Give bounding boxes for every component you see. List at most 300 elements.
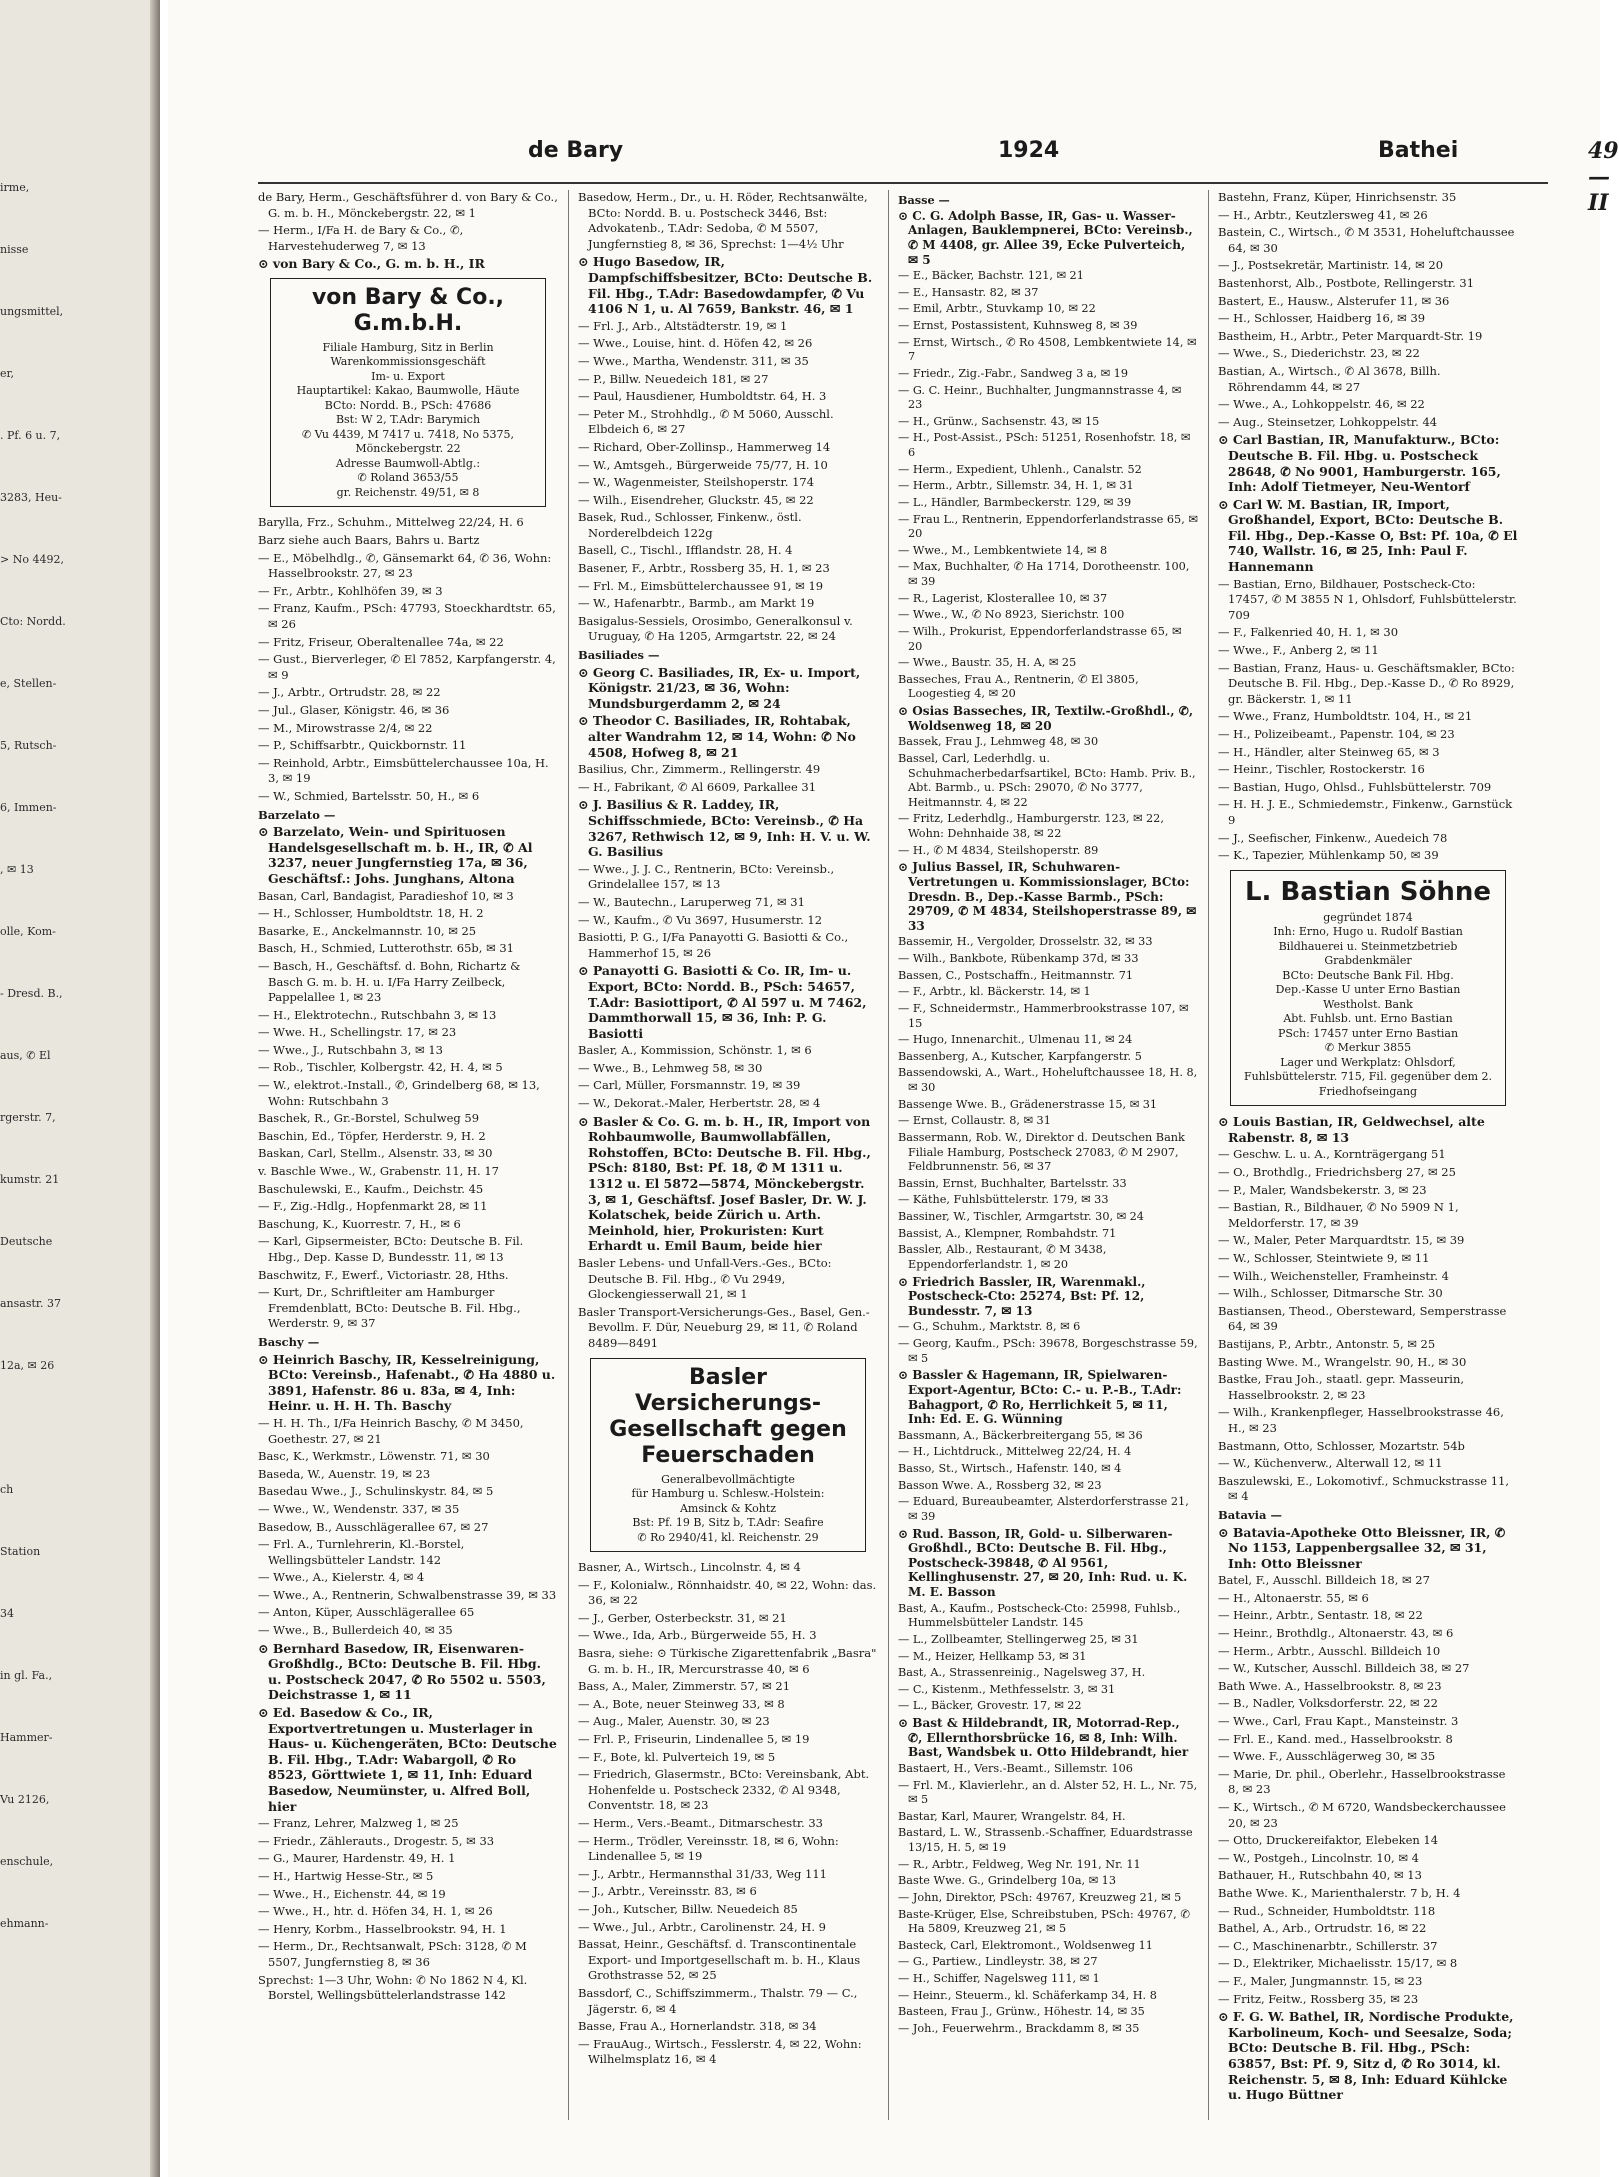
directory-entry: — W., Postgeh., Lincolnstr. 10, ✉ 4 <box>1218 1850 1419 1865</box>
directory-entry: — P., Maler, Wandsbekerstr. 3, ✉ 23 <box>1218 1182 1427 1197</box>
directory-entry: Bastiansen, Theod., Obersteward, Semperstrasse 64, ✉ 39 <box>1218 1303 1507 1334</box>
firm-entry: ⊙ von Bary & Co., G. m. b. H., IR <box>258 256 485 272</box>
advertisement-line: Lager und Werkplatz: Ohlsdorf, <box>1280 1055 1456 1069</box>
firm-entry: ⊙ Theodor C. Basiliades, IR, Rohtabak, alter Wandrahm 12, ✉ 14, Wohn: ✆ No 4508, Hofweg 8, ✉ 21 <box>578 713 856 760</box>
directory-entry: — Herm., Vers.-Beamt., Ditmarschestr. 33 <box>578 1815 823 1830</box>
directory-entry: — Wwe., Franz, Humboldtstr. 104, H., ✉ 21 <box>1218 709 1473 724</box>
directory-entry: — J., Gerber, Osterbeckstr. 31, ✉ 21 <box>578 1610 787 1625</box>
firm-entry: ⊙ Heinrich Baschy, IR, Kesselreinigung, BCto: Vereinsb., Hafenabt., ✆ Ha 4880 u. 3891, Hafenstr. 86 u. 83a, ✉ 4, Inh: Heinr. u. H. H. Th. Baschy <box>258 1351 556 1414</box>
directory-entry: — K., Tapezier, Mühlenkamp 50, ✉ 39 <box>1218 848 1439 863</box>
header-rule <box>258 182 1548 184</box>
directory-entry: Bastehn, Franz, Küper, Hinrichsenstr. 35 <box>1218 190 1457 204</box>
advertisement-line: ✆ Vu 4439, M 7417 u. 7418, No 5375, Mönckebergstr. 22 <box>301 427 515 456</box>
page-fold-shadow <box>150 0 160 2177</box>
directory-entry: Barz siehe auch Baars, Bahrs u. Bartz <box>258 533 480 548</box>
directory-entry: — K., Wirtsch., ✆ M 6720, Wandsbeckerchaussee 20, ✉ 23 <box>1218 1800 1506 1830</box>
directory-entry: — F., Zig.-Hdlg., Hopfenmarkt 28, ✉ 11 <box>258 1199 488 1214</box>
directory-entry: Bastert, E., Hausw., Alsterufer 11, ✉ 36 <box>1218 293 1450 308</box>
directory-entry: — Wilh., Bankbote, Rübenkamp 37d, ✉ 33 <box>898 952 1139 965</box>
advertisement-line: ✆ Ro 2940/41, kl. Reichenstr. 29 <box>637 1530 819 1544</box>
directory-entry: — Rob., Tischler, Kolbergstr. 42, H. 4, ✉ 5 <box>258 1060 503 1075</box>
directory-entry: — G., Partiew., Lindleystr. 38, ✉ 27 <box>898 1955 1098 1969</box>
directory-entry: — R., Lagerist, Klosterallee 10, ✉ 37 <box>898 591 1108 605</box>
directory-entry: — Basch, H., Geschäftsf. d. Bohn, Richartz & Basch G. m. b. H. u. I/Fa Harry Zeilbeck, Pappelallee 1, ✉ 23 <box>258 958 521 1005</box>
directory-entry: — W., Hafenarbtr., Barmb., am Markt 19 <box>578 596 815 611</box>
directory-entry: Basener, F., Arbtr., Rossberg 35, H. 1, ✉ 23 <box>578 561 830 576</box>
fragment-text: Vu 2126, <box>0 1793 50 1806</box>
directory-entry: Basler, A., Kommission, Schönstr. 1, ✉ 6 <box>578 1043 812 1058</box>
directory-entry: — Wwe., F., Anberg 2, ✉ 11 <box>1218 643 1379 658</box>
fragment-text: > No 4492, <box>0 553 64 566</box>
directory-entry: — F., Bote, kl. Pulverteich 19, ✉ 5 <box>578 1749 776 1764</box>
directory-entry: Bassin, Ernst, Buchhalter, Bartelsstr. 33 <box>898 1176 1127 1190</box>
column-4 <box>1218 190 1518 2105</box>
fragment-text: Station <box>0 1545 41 1558</box>
directory-entry: — D., Elektriker, Michaelisstr. 15/17, ✉ 8 <box>1218 1956 1458 1971</box>
firm-entry: ⊙ C. G. Adolph Basse, IR, Gas- u. Wasser-Anlagen, Bauklempnerei, BCto: Vereinsb., ✆ M 4408, gr. Allee 39, Ecke Pulverteich, ✉ 5 <box>898 208 1193 267</box>
fragment-text: olle, Kom- <box>0 925 56 938</box>
advertisement-line: gegründet 1874 <box>1323 910 1413 924</box>
directory-entry: de Bary, Herm., Geschäftsführer d. von Bary & Co., G. m. b. H., Mönckebergstr. 22, ✉ 1 <box>258 190 558 220</box>
fragment-text: ansastr. 37 <box>0 1297 61 1310</box>
directory-entry: — Peter M., Strohhdlg., ✆ M 5060, Ausschl. Elbdeich 6, ✉ 27 <box>578 406 834 437</box>
directory-entry: Bastke, Frau Joh., staatl. gepr. Masseurin, Hasselbrookstr. 2, ✉ 23 <box>1218 1372 1465 1402</box>
directory-entry: Basteck, Carl, Elektromont., Woldsenweg 11 <box>898 1938 1153 1952</box>
directory-entry: Baszulewski, E., Lokomotivf., Schmuckstrasse 11, ✉ 4 <box>1218 1473 1509 1504</box>
directory-entry: — E., Möbelhdlg., ✆, Gänsemarkt 64, ✆ 36, Wohn: Hasselbrookstr. 27, ✉ 23 <box>258 550 552 581</box>
advertisement-line: Dep.-Kasse U unter Erno Bastian <box>1275 983 1461 997</box>
directory-entry: Bassek, Frau J., Lehmweg 48, ✉ 30 <box>898 735 1099 749</box>
directory-page <box>168 0 1619 2177</box>
directory-entry: — W., Maler, Peter Marquardtstr. 15, ✉ 39 <box>1218 1233 1465 1248</box>
previous-page-strip <box>0 0 160 2177</box>
firm-entry: ⊙ J. Basilius & R. Laddey, IR, Schiffsschmiede, BCto: Vereinsb., ✆ Ha 3267, Rethwisch 12, ✉ 9, Inh: H. V. u. W. G. Basilius <box>578 797 871 860</box>
fragment-text: 12a, ✉ 26 <box>0 1359 55 1372</box>
directory-entry: Basc, K., Werkmstr., Löwenstr. 71, ✉ 30 <box>258 1449 490 1464</box>
directory-entry: — P., Billw. Neuedeich 181, ✉ 27 <box>578 371 769 386</box>
directory-entry: — Wwe., W., Wendenstr. 337, ✉ 35 <box>258 1501 460 1516</box>
directory-entry: Bathel, A., Arb., Ortrudstr. 16, ✉ 22 <box>1218 1921 1427 1936</box>
directory-entry: — H. H. Th., I/Fa Heinrich Baschy, ✆ M 3450, Goethestr. 27, ✉ 21 <box>258 1415 524 1446</box>
directory-entry: — W., Schlosser, Steintwiete 9, ✉ 11 <box>1218 1251 1430 1265</box>
directory-entry: Basler Lebens- und Unfall-Vers.-Ges., BCto: Deutsche B. Fil. Hbg., ✆ Vu 2949, Glockengiesserwall 21, ✉ 1 <box>578 1256 832 1302</box>
directory-entry: Bassdorf, C., Schiffszimmerm., Thalstr. 79 — C., Jägerstr. 6, ✉ 4 <box>578 1985 858 2016</box>
directory-entry: — H., Schlosser, Haidberg 16, ✉ 39 <box>1218 311 1426 326</box>
directory-entry: — Friedr., Zählerauts., Drogestr. 5, ✉ 33 <box>258 1833 495 1848</box>
directory-entry: — Paul, Hausdiener, Humboldtstr. 64, H. 3 <box>578 389 827 404</box>
directory-entry: — Wwe., S., Diederichstr. 23, ✉ 22 <box>1218 346 1420 361</box>
directory-entry: Bassler, Alb., Restaurant, ✆ M 3438, Eppendorferlandstr. 1, ✉ 20 <box>898 1243 1107 1271</box>
firm-entry: ⊙ Georg C. Basiliades, IR, Ex- u. Import, Königstr. 21/23, ✉ 36, Wohn: Mundsburgerdamm 2, ✉ 24 <box>578 664 861 711</box>
directory-entry: — Wwe. H., Schellingstr. 17, ✉ 23 <box>258 1025 457 1040</box>
directory-entry: — Wwe. F., Ausschlägerweg 30, ✉ 35 <box>1218 1749 1436 1764</box>
directory-entry: Bastein, C., Wirtsch., ✆ M 3531, Hoheluftchaussee 64, ✉ 30 <box>1218 225 1515 255</box>
advertisement-line: Generalbevollmächtigte <box>661 1472 795 1486</box>
directory-entry: — FrauAug., Wirtsch., Fesslerstr. 4, ✉ 22, Wohn: Wilhelmsplatz 16, ✉ 4 <box>578 2036 862 2067</box>
firm-entry: ⊙ Friedrich Bassler, IR, Warenmakl., Postscheck-Cto: 25274, Bst: Pf. 12, Bundesstr. 7, ✉ 13 <box>898 1274 1146 1318</box>
fragment-text: enschule, <box>0 1855 54 1868</box>
advertisement-title: Basler Versicherungs-Gesellschaft gegen Feuerschaden <box>609 1364 847 1468</box>
directory-entry: — Anton, Küper, Ausschlägerallee 65 <box>258 1605 475 1620</box>
directory-entry: — E., Bäcker, Bachstr. 121, ✉ 21 <box>898 269 1084 283</box>
directory-entry: — Wilh., Weichensteller, Framheinstr. 4 <box>1218 1268 1449 1283</box>
directory-entry: — Heinr., Steuerm., kl. Schäferkamp 34, H. 8 <box>898 1988 1157 2002</box>
section-heading: Baschy — <box>258 1334 320 1349</box>
directory-entry: — Rud., Schneider, Humboldtstr. 118 <box>1218 1903 1436 1918</box>
directory-entry: — Karl, Gipsermeister, BCto: Deutsche B. Fil. Hbg., Dep. Kasse D, Bundesstr. 11, ✉ 13 <box>258 1234 524 1264</box>
directory-entry: Basso, St., Wirtsch., Hafenstr. 140, ✉ 4 <box>898 1462 1122 1475</box>
page-number: 49—II <box>1588 138 1619 216</box>
column-divider <box>1208 190 1209 2120</box>
fragment-text: Hammer- <box>0 1731 53 1744</box>
advertisement-line: PSch: 17457 unter Erno Bastian <box>1277 1026 1459 1040</box>
directory-entry: Basedau Wwe., J., Schulinskystr. 84, ✉ 5 <box>258 1484 494 1499</box>
directory-entry: — H., Polizeibeamt., Papenstr. 104, ✉ 23 <box>1218 727 1455 741</box>
directory-entry: Baschin, Ed., Töpfer, Herderstr. 9, H. 2 <box>258 1128 486 1143</box>
directory-entry: — Herm., Expedient, Uhlenh., Canalstr. 52 <box>898 462 1142 476</box>
directory-entry: Bast, A., Strassenreinig., Nagelsweg 37, H. <box>898 1666 1146 1680</box>
directory-entry: — Otto, Druckereifaktor, Elebeken 14 <box>1218 1833 1439 1848</box>
fragment-text: 34 <box>0 1607 14 1620</box>
advertisement-title: von Bary & Co., G.m.b.H. <box>311 284 505 336</box>
directory-entry: — Käthe, Fuhlsbüttelerstr. 179, ✉ 33 <box>898 1193 1109 1207</box>
directory-entry: Basarke, E., Anckelmannstr. 10, ✉ 25 <box>258 923 477 938</box>
directory-entry: — J., Postsekretär, Martinistr. 14, ✉ 20 <box>1218 258 1444 273</box>
directory-entry: — Ernst, Collaustr. 8, ✉ 31 <box>898 1114 1051 1128</box>
advertisement-line: ✆ Merkur 3855 <box>1324 1041 1412 1055</box>
directory-entry: Baseda, W., Auenstr. 19, ✉ 23 <box>258 1466 431 1481</box>
fragment-text: irme, <box>0 181 30 194</box>
directory-entry: Basilius, Chr., Zimmerm., Rellingerstr. 49 <box>578 762 821 777</box>
directory-entry: — H., Schlosser, Humboldtstr. 18, H. 2 <box>258 906 484 921</box>
fragment-text: ungsmittel, <box>0 305 64 318</box>
directory-entry: Bassemir, H., Vergolder, Drosselstr. 32, ✉ 33 <box>898 935 1153 949</box>
directory-entry: — Wwe., Baustr. 35, H. A, ✉ 25 <box>898 656 1077 670</box>
directory-entry: — Herm., Trödler, Vereinsstr. 18, ✉ 6, Wohn: Lindenallee 5, ✉ 19 <box>578 1833 839 1864</box>
advertisement-line: für Hamburg u. Schlesw.-Holstein: <box>631 1487 825 1501</box>
directory-entry: Basan, Carl, Bandagist, Paradieshof 10, ✉ 3 <box>258 888 514 903</box>
advertisement-line: Warenkommissionsgeschäft <box>330 355 486 369</box>
directory-entry: — Herm., Dr., Rechtsanwalt, PSch: 3128, ✆ M 5507, Jungfernstieg 8, ✉ 36 <box>258 1939 527 1969</box>
firm-entry: ⊙ Osias Basseches, IR, Textilw.-Großhdl., ✆, Woldsenweg 18, ✉ 20 <box>898 704 1194 733</box>
fragment-text: er, <box>0 367 15 380</box>
directory-entry: — W., Bautechn., Laruperweg 71, ✉ 31 <box>578 894 805 909</box>
header-left-keyword: de Bary <box>528 138 624 163</box>
directory-entry: — M., Heizer, Hellkamp 53, ✉ 31 <box>898 1649 1087 1663</box>
firm-entry: ⊙ Basler & Co. G. m. b. H., IR, Import von Rohbaumwolle, Baumwollabfällen, Rohstoffen, BCto: Deutsche B. Fil. Hbg., PSch: 8180, Bst: Pf. 18, ✆ M 1311 u. 1312 u. El 5872—5874, Mönckebergstr. 3, ✉ 1, Geschäftsf. Josef Basler, Dr. W. J. Kolatschek, beide Zürich u. Arth. Meinhold, hier, Prokuristen: Kurt Erhardt u. Emil Baum, beide hier <box>578 1113 871 1254</box>
directory-entry: — Herm., Arbtr., Ausschl. Billdeich 10 <box>1218 1643 1441 1658</box>
directory-entry: — Franz, Kaufm., PSch: 47793, Stoeckhardtstr. 65, ✉ 26 <box>258 601 556 632</box>
fragment-text: , ✉ 13 <box>0 863 34 876</box>
firm-entry: ⊙ Batavia-Apotheke Otto Bleissner, IR, ✆ No 1153, Lappenbergsallee 32, ✉ 31, Inh: Otto Bleissner <box>1218 1524 1506 1571</box>
directory-entry: Basner, A., Wirtsch., Lincolnstr. 4, ✉ 4 <box>578 1560 801 1575</box>
directory-entry: Basigalus-Sessiels, Orosimbo, Generalkonsul v. Uruguay, ✆ Ha 1205, Armgartstr. 22, ✉ 24 <box>578 613 853 644</box>
advertisement-title: L. Bastian Söhne <box>1244 876 1492 907</box>
directory-entry: — Wilh., Prokurist, Eppendorferlandstrasse 65, ✉ 20 <box>898 624 1182 653</box>
directory-entry: — John, Direktor, PSch: 49767, Kreuzweg 21, ✉ 5 <box>898 1890 1182 1904</box>
directory-entry: Basedow, B., Ausschlägerallee 67, ✉ 27 <box>258 1519 489 1534</box>
directory-entry: — W., Küchenverw., Alterwall 12, ✉ 11 <box>1218 1456 1443 1471</box>
directory-entry: — M., Mirowstrasse 2/4, ✉ 22 <box>258 720 433 735</box>
directory-entry: — H., Lichtdruck., Mittelweg 22/24, H. 4 <box>898 1445 1132 1459</box>
directory-entry: Baschulewski, E., Kaufm., Deichstr. 45 <box>258 1181 484 1196</box>
directory-entry: Bastard, L. W., Strassenb.-Schaffner, Eduardstrasse 13/15, H. 5, ✉ 19 <box>898 1826 1193 1854</box>
directory-entry: Bastijans, P., Arbtr., Antonstr. 5, ✉ 25 <box>1218 1336 1436 1351</box>
directory-entry: — Marie, Dr. phil., Oberlehr., Hasselbrookstrasse 8, ✉ 23 <box>1218 1766 1506 1797</box>
section-heading: Basiliades — <box>578 648 660 663</box>
advertisement-box <box>270 278 546 508</box>
directory-entry: — Friedr., Zig.-Fabr., Sandweg 3 a, ✉ 19 <box>898 366 1128 380</box>
directory-entry: — Wilh., Krankenpfleger, Hasselbrookstrasse 46, H., ✉ 23 <box>1218 1405 1504 1435</box>
directory-entry: — Heinr., Brothdlg., Altonaerstr. 43, ✉ 6 <box>1218 1626 1454 1641</box>
column-1 <box>258 190 558 2006</box>
directory-entry: — Joh., Kutscher, Billw. Neuedeich 85 <box>578 1901 798 1916</box>
directory-entry: — Fritz, Feitw., Rossberg 35, ✉ 23 <box>1218 1991 1419 2006</box>
directory-entry: — Wwe., B., Bullerdeich 40, ✉ 35 <box>258 1623 453 1638</box>
directory-entry: Bassendowski, A., Wart., Hoheluftchaussee 18, H. 8, ✉ 30 <box>898 1066 1198 1094</box>
directory-entry: — J., Seefischer, Finkenw., Auedeich 78 <box>1218 830 1448 845</box>
directory-entry: Bassat, Heinr., Geschäftsf. d. Transcontinentale Export- und Importgesellschaft m. b. H., Klaus Grothstrasse 52, ✉ 25 <box>578 1937 861 1983</box>
firm-entry: ⊙ Bernhard Basedow, IR, Eisenwaren-Großhdlg., BCto: Deutsche B. Fil. Hbg. u. Postscheck 2047, ✆ Ro 5502 u. 5503, Deichstrasse 1, ✉ 11 <box>258 1640 546 1703</box>
fragment-text: nisse <box>0 243 29 256</box>
directory-entry: — Wwe., W., ✆ No 8923, Sierichstr. 100 <box>898 608 1125 622</box>
directory-entry: — Ernst, Postassistent, Kuhnsweg 8, ✉ 39 <box>898 319 1138 332</box>
advertisement-line: BCto: Nordd. B., PSch: 47686 <box>324 398 492 412</box>
firm-entry: ⊙ Bast & Hildebrandt, IR, Motorrad-Rep., ✆, Ellernthorsbrücke 16, ✉ 8, Inh: Wilh. Bast, Wandsbek u. Otto Hildebrandt, hier <box>898 1716 1189 1760</box>
directory-entry: Bastheim, H., Arbtr., Peter Marquardt-Str. 19 <box>1218 328 1483 343</box>
directory-entry: — L., Händler, Barmbeckerstr. 129, ✉ 39 <box>898 495 1132 509</box>
advertisement-line: ✆ Roland 3653/55 <box>357 471 459 485</box>
directory-entry: Bastar, Karl, Maurer, Wrangelstr. 84, H. <box>898 1809 1126 1823</box>
directory-entry: Bathauer, H., Rutschbahn 40, ✉ 13 <box>1218 1868 1422 1883</box>
directory-entry: — Geschw. L. u. A., Kornträgergang 51 <box>1218 1147 1446 1162</box>
directory-entry: Basting Wwe. M., Wrangelstr. 90, H., ✉ 30 <box>1218 1354 1467 1369</box>
directory-entry: — Wwe., H., Eichenstr. 44, ✉ 19 <box>258 1886 446 1901</box>
directory-entry: — H., Arbtr., Keutzlersweg 41, ✉ 26 <box>1218 207 1428 222</box>
advertisement-box <box>590 1358 866 1553</box>
directory-entry: — W., Schmied, Bartelsstr. 50, H., ✉ 6 <box>258 788 480 803</box>
directory-entry: — P., Schiffsarbtr., Quickbornstr. 11 <box>258 738 467 753</box>
directory-entry: — G. C. Heinr., Buchhalter, Jungmannstrasse 4, ✉ 23 <box>898 383 1182 412</box>
column-divider <box>568 190 569 2120</box>
section-heading: Barzelato — <box>258 807 336 822</box>
fragment-text: e, Stellen- <box>0 677 57 690</box>
directory-entry: — Friedrich, Glasermstr., BCto: Vereinsbank, Abt. Hohenfelde u. Postscheck 2332, ✆ Al 9348, Conventstr. 18, ✉ 23 <box>578 1767 870 1813</box>
fragment-text: ehmann- <box>0 1917 49 1930</box>
section-heading: Batavia — <box>1218 1507 1282 1522</box>
directory-entry: — Richard, Ober-Zollinsp., Hammerweg 14 <box>578 439 831 454</box>
directory-entry: — Heinr., Arbtr., Sentastr. 18, ✉ 22 <box>1218 1608 1423 1623</box>
fragment-text: in gl. Fa., <box>0 1669 53 1682</box>
directory-entry: — W., elektrot.-Install., ✆, Grindelberg 68, ✉ 13, Wohn: Rutschbahn 3 <box>258 1078 540 1108</box>
firm-entry: ⊙ Panayotti G. Basiotti & Co. IR, Im- u. Export, BCto: Nordd. B., PSch: 54657, T.Adr: Basiottiport, ✆ Al 597 u. M 7462, Dammthorwall 15, ✉ 36, Inh: P. G. Basiotti <box>578 963 867 1041</box>
advertisement-line: gr. Reichenstr. 49/51, ✉ 8 <box>336 485 480 499</box>
directory-entry: Basch, H., Schmied, Lutterothstr. 65b, ✉ 31 <box>258 941 514 956</box>
directory-entry: — Herm., Arbtr., Sillemstr. 34, H. 1, ✉ 31 <box>898 479 1134 493</box>
directory-entry: Bastmann, Otto, Schlosser, Mozartstr. 54b <box>1218 1438 1465 1453</box>
directory-entry: Bastenhorst, Alb., Postbote, Rellingerstr. 31 <box>1218 275 1475 290</box>
fragment-text: aus, ✆ El <box>0 1049 51 1062</box>
directory-entry: — Bastian, Erno, Bildhauer, Postscheck-Cto: 17457, ✆ M 3855 N 1, Ohlsdorf, Fuhlsbüttelerstr. 709 <box>1218 576 1517 622</box>
directory-entry: — Frl. M., Klavierlehr., an d. Alster 52, H. L., Nr. 75, ✉ 5 <box>898 1778 1198 1807</box>
directory-entry: — Bastian, R., Bildhauer, ✆ No 5909 N 1, Meldorferstr. 17, ✉ 39 <box>1218 1200 1459 1230</box>
advertisement-line: Fuhlsbüttelerstr. 715, Fil. gegenüber dem 2. Friedhofseingang <box>1243 1070 1493 1098</box>
directory-entry: — Henry, Korbm., Hasselbrookstr. 94, H. 1 <box>258 1921 507 1936</box>
directory-entry: — Frl. A., Turnlehrerin, Kl.-Borstel, Wellingsbütteler Landstr. 142 <box>258 1537 465 1567</box>
directory-entry: — H., Elektrotechn., Rutschbahn 3, ✉ 13 <box>258 1007 497 1022</box>
directory-entry: Bassenberg, A., Kutscher, Karpfangerstr. 5 <box>898 1049 1142 1063</box>
directory-entry: — Herm., I/Fa H. de Bary & Co., ✆, Harvestehuderweg 7, ✉ 13 <box>258 223 464 253</box>
directory-entry: — W., Dekorat.-Maler, Herbertstr. 28, ✉ 4 <box>578 1096 821 1111</box>
directory-entry: — Wwe., A., Lohkoppelstr. 46, ✉ 22 <box>1218 397 1425 412</box>
directory-entry: — Wwe., Louise, hint. d. Höfen 42, ✉ 26 <box>578 336 813 351</box>
directory-entry: — Frl. J., Arb., Altstädterstr. 19, ✉ 1 <box>578 318 788 333</box>
advertisement-box <box>1230 870 1506 1107</box>
column-3 <box>898 190 1198 2039</box>
directory-entry: Basedow, Herm., Dr., u. H. Röder, Rechtsanwälte, BCto: Nordd. B. u. Postscheck 3446, Bst: Advokatenb., T.Adr: Sedoba, ✆ M 5507, Jungfernstieg 8, ✉ 36, Sprechst: 1—4½ Uhr <box>578 190 868 251</box>
firm-entry: ⊙ Carl W. M. Bastian, IR, Import, Großhandel, Export, BCto: Deutsche B. Fil. Hbg., Dep.-Kasse O, Bst: Pf. 10a, ✆ El 740, Wallstr. 16, ✉ 25, Inh: Paul F. Hannemann <box>1218 496 1518 575</box>
directory-entry: — O., Brothdlg., Friedrichsberg 27, ✉ 25 <box>1218 1165 1456 1180</box>
directory-entry: Basse, Frau A., Hornerlandstr. 318, ✉ 34 <box>578 2019 817 2034</box>
directory-entry: — Wwe., Jul., Arbtr., Carolinenstr. 24, H. 9 <box>578 1919 826 1934</box>
fragment-text: ch <box>0 1483 14 1496</box>
directory-entry: — Wwe., Carl, Frau Kapt., Mansteinstr. 3 <box>1218 1714 1459 1729</box>
directory-entry: — C., Maschinenarbtr., Schillerstr. 37 <box>1218 1938 1438 1953</box>
directory-entry: — Frau L., Rentnerin, Eppendorferlandstrasse 65, ✉ 20 <box>898 512 1198 541</box>
firm-entry: ⊙ Carl Bastian, IR, Manufakturw., BCto: Deutsche B. Fil. Hbg. u. Postscheck 28648, ✆ No 9001, Hamburgerstr. 165, Inh: Adolf Tietmeyer, Neu-Wentorf <box>1218 432 1501 495</box>
directory-entry: — Bastian, Franz, Haus- u. Geschäftsmakler, BCto: Deutsche B. Fil. Hbg., Dep.-Kasse D., ✆ Ro 8929, gr. Bäckerstr. 1, ✉ 11 <box>1218 660 1515 706</box>
directory-entry: — G., Maurer, Hardenstr. 49, H. 1 <box>258 1851 456 1866</box>
directory-entry: — W., Kaufm., ✆ Vu 3697, Husumerstr. 12 <box>578 912 823 927</box>
directory-entry: Bass, A., Maler, Zimmerstr. 57, ✉ 21 <box>578 1679 791 1694</box>
directory-entry: — Ernst, Wirtsch., ✆ Ro 4508, Lembkentwiete 14, ✉ 7 <box>898 335 1197 364</box>
firm-entry: ⊙ Bassler & Hagemann, IR, Spielwaren-Export-Agentur, BCto: C.- u. P.-B., T.Adr: Bahagport, ✆ Ro, Herrlichkeit 5, ✉ 11, Inh: Ed. E. G. Wünning <box>898 1368 1182 1427</box>
directory-entry: Bathe Wwe. K., Marienthalerstr. 7 b, H. 4 <box>1218 1885 1461 1900</box>
directory-entry: Bassermann, Rob. W., Direktor d. Deutschen Bank Filiale Hamburg, Postscheck 27083, ✆ M 2907, Feldbrunnenstr. 56, ✉ 37 <box>898 1130 1185 1174</box>
directory-entry: Bassen, C., Postschaffn., Heitmannstr. 71 <box>898 968 1134 982</box>
header-right-keyword: Bathei <box>1378 138 1459 163</box>
firm-entry: ⊙ F. G. W. Bathel, IR, Nordische Produkte, Karbolineum, Koch- und Seesalze, Soda; BCto: Deutsche B. Fil. Hbg., PSch: 63857, Bst: Pf. 9, Sitz d, ✆ Ro 3014, kl. Reichenstr. 5, ✉ 8, Inh: Eduard Kühlcke u. Hugo Büttner <box>1218 2009 1514 2103</box>
directory-entry: — Wwe., Martha, Wendenstr. 311, ✉ 35 <box>578 353 809 368</box>
advertisement-line: Bst: Pf. 19 B, Sitz b, T.Adr: Seafire <box>632 1516 824 1530</box>
directory-entry: — W., Wagenmeister, Steilshoperstr. 174 <box>578 475 815 490</box>
directory-entry: — Wwe., J., Rutschbahn 3, ✉ 13 <box>258 1042 443 1057</box>
directory-entry: Bath Wwe. A., Hasselbrookstr. 8, ✉ 23 <box>1218 1678 1442 1693</box>
directory-entry: — F., Schneidermstr., Hammerbrookstrasse 107, ✉ 15 <box>898 1001 1189 1030</box>
fragment-text: Cto: Nordd. <box>0 615 66 628</box>
directory-entry: — Carl, Müller, Forsmannstr. 19, ✉ 39 <box>578 1078 801 1093</box>
directory-entry: — Fr., Arbtr., Kohlhöfen 39, ✉ 3 <box>258 583 443 598</box>
directory-entry: — Reinhold, Arbtr., Eimsbüttelerchaussee 10a, H. 3, ✉ 19 <box>258 755 549 786</box>
directory-entry: — Wwe., B., Lehmweg 58, ✉ 30 <box>578 1060 763 1075</box>
advertisement-line: Westholst. Bank <box>1323 997 1413 1011</box>
directory-entry: — F., Falkenried 40, H. 1, ✉ 30 <box>1218 625 1399 640</box>
advertisement-line: Amsinck & Kohtz <box>679 1501 777 1515</box>
directory-entry: Baste-Krüger, Else, Schreibstuben, PSch: 49767, ✆ Ha 5809, Kreuzweg 21, ✉ 5 <box>898 1907 1190 1936</box>
column-divider <box>888 190 889 2120</box>
advertisement-line: Adresse Baumwoll-Abtlg.: <box>335 456 481 470</box>
fragment-text: 5, Rutsch- <box>0 739 57 752</box>
advertisement-line: Im- u. Export <box>371 369 445 383</box>
directory-entry: Basseches, Frau A., Rentnerin, ✆ El 3805, Loogestieg 4, ✉ 20 <box>898 672 1139 701</box>
advertisement-line: BCto: Deutsche Bank Fil. Hbg. <box>1282 968 1454 982</box>
directory-entry: — E., Hansastr. 82, ✉ 37 <box>898 285 1039 299</box>
advertisement-line: Grabdenkmäler <box>1324 954 1412 968</box>
advertisement-line: Bst: W 2, T.Adr: Barymich <box>335 413 481 427</box>
fragment-text: - Dresd. B., <box>0 987 63 1000</box>
directory-entry: — Wilh., Schlosser, Ditmarsche Str. 30 <box>1218 1286 1443 1301</box>
directory-entry: — H., Schiffer, Nagelsweg 111, ✉ 1 <box>898 1972 1100 1985</box>
directory-entry: — B., Nadler, Volksdorferstr. 22, ✉ 22 <box>1218 1696 1438 1711</box>
directory-entry: — J., Arbtr., Hermannsthal 31/33, Weg 111 <box>578 1866 827 1881</box>
directory-entry: Baschek, R., Gr.-Borstel, Schulweg 59 <box>258 1111 480 1126</box>
fragment-text: 3283, Heu- <box>0 491 62 504</box>
directory-entry: — L., Zollbeamter, Stellingerweg 25, ✉ 31 <box>898 1632 1139 1646</box>
header-year: 1924 <box>998 138 1060 163</box>
directory-entry: — Frl. P., Friseurin, Lindenallee 5, ✉ 19 <box>578 1732 810 1746</box>
directory-entry: Baste Wwe. G., Grindelberg 10a, ✉ 13 <box>898 1874 1116 1888</box>
directory-entry: — H. H. J. E., Schmiedemstr., Finkenw., Garnstück 9 <box>1218 797 1513 827</box>
advertisement-line: Inh: Erno, Hugo u. Rudolf Bastian <box>1273 925 1463 939</box>
directory-entry: v. Baschle Wwe., W., Grabenstr. 11, H. 17 <box>258 1164 499 1179</box>
directory-entry: — A., Bote, neuer Steinweg 33, ✉ 8 <box>578 1696 785 1711</box>
directory-entry: — H., Händler, alter Steinweg 65, ✉ 3 <box>1218 744 1440 759</box>
fragment-text: rgerstr. 7, <box>0 1111 56 1124</box>
fragment-text: Deutsche <box>0 1235 53 1248</box>
directory-entry: — Wwe., J. J. C., Rentnerin, BCto: Vereinsb., Grindelallee 157, ✉ 13 <box>578 861 835 892</box>
directory-entry: — Frl. M., Eimsbüttelerchaussee 91, ✉ 19 <box>578 578 824 593</box>
directory-entry: — H., Post-Assist., PSch: 51251, Rosenhofstr. 18, ✉ 6 <box>898 431 1191 459</box>
advertisement-line: Filiale Hamburg, Sitz in Berlin <box>322 340 494 354</box>
firm-entry: ⊙ Rud. Basson, IR, Gold- u. Silberwaren-Großhdl., BCto: Deutsche B. Fil. Hbg., Postscheck-39848, ✆ Al 9561, Kellinghusenstr. 27, ✉ 20, Inh: Rud. u. K. M. E. Basson <box>898 1526 1188 1599</box>
directory-entry: — Bastian, Hugo, Ohlsd., Fuhlsbüttelerstr. 709 <box>1218 779 1492 794</box>
directory-entry: Barylla, Frz., Schuhm., Mittelweg 22/24, H. 6 <box>258 515 524 530</box>
directory-entry: — H., Fabrikant, ✆ Al 6609, Parkallee 31 <box>578 779 817 794</box>
directory-entry: Bassist, A., Klempner, Rombahdstr. 71 <box>898 1226 1117 1240</box>
firm-entry: ⊙ Louis Bastian, IR, Geldwechsel, alte Rabenstr. 8, ✉ 13 <box>1218 1114 1485 1145</box>
directory-entry: — Jul., Glaser, Königstr. 46, ✉ 36 <box>258 703 450 717</box>
directory-entry: — Fritz, Lederhdlg., Hamburgerstr. 123, ✉ 22, Wohn: Dehnhaide 38, ✉ 22 <box>898 812 1164 840</box>
directory-entry: — H., Altonaerstr. 55, ✉ 6 <box>1218 1590 1369 1605</box>
section-heading: Basse — <box>898 193 950 207</box>
directory-entry: — Kurt, Dr., Schriftleiter am Hamburger Fremdenblatt, BCto: Deutsche B. Fil. Hbg., Werderstr. 9, ✉ 37 <box>258 1285 521 1331</box>
directory-entry: — Joh., Feuerwehrm., Brackdamm 8, ✉ 35 <box>898 2021 1140 2035</box>
directory-entry: — L., Bäcker, Grovestr. 17, ✉ 22 <box>898 1699 1082 1713</box>
directory-entry: Bassmann, A., Bäckerbreitergang 55, ✉ 36 <box>898 1428 1143 1442</box>
firm-entry: ⊙ Hugo Basedow, IR, Dampfschiffsbesitzer, BCto: Deutsche B. Fil. Hbg., T.Adr: Basedowdampfer, ✆ Vu 4106 N 1, u. Al 7659, Bankstr. 46, ✉ 1 <box>578 254 873 317</box>
firm-entry: ⊙ Barzelato, Wein- und Spirituosen Handelsgesellschaft m. b. H., IR, ✆ Al 3237, neuer Jungfernstieg 17a, ✉ 36, Geschäftsf.: Johs. Junghans, Altona <box>258 824 533 886</box>
directory-entry: Baschung, K., Kuorrestr. 7, H., ✉ 6 <box>258 1216 461 1231</box>
fragment-text: . Pf. 6 u. 7, <box>0 429 61 442</box>
directory-entry: Basson Wwe. A., Rossberg 32, ✉ 23 <box>898 1478 1102 1492</box>
directory-entry: — G., Schuhm., Marktstr. 8, ✉ 6 <box>898 1320 1081 1334</box>
column-2 <box>578 190 878 2070</box>
fragment-text: kumstr. 21 <box>0 1173 60 1186</box>
directory-entry: — Eduard, Bureaubeamter, Alsterdorferstrasse 21, ✉ 39 <box>898 1495 1189 1523</box>
directory-entry: Basek, Rud., Schlosser, Finkenw., östl. Norderelbdeich 122g <box>578 510 802 540</box>
advertisement-line: Bildhauerei u. Steinmetzbetrieb <box>1278 939 1458 953</box>
firm-entry: ⊙ Julius Bassel, IR, Schuhwaren-Vertretungen u. Kommissionslager, BCto: Dresdn. B., Dep.-Kasse Barmb., PSch: 29709, ✆ M 4834, Steilshoperstrasse 89, ✉ 33 <box>898 860 1197 933</box>
advertisement-line: Abt. Fuhlsb. unt. Erno Bastian <box>1283 1012 1453 1026</box>
directory-entry: — Frl. E., Kand. med., Hasselbrookstr. 8 <box>1218 1731 1453 1746</box>
directory-entry: — Heinr., Tischler, Rostockerstr. 16 <box>1218 762 1425 777</box>
directory-entry: — H., Hartwig Hesse-Str., ✉ 5 <box>258 1868 434 1883</box>
directory-entry: — Georg, Kaufm., PSch: 39678, Borgeschstrasse 59, ✉ 5 <box>898 1337 1198 1365</box>
directory-entry: — Max, Buchhalter, ✆ Ha 1714, Dorotheenstr. 100, ✉ 39 <box>898 560 1190 588</box>
directory-entry: Bassel, Carl, Lederhdlg. u. Schuhmacherbedarfsartikel, BCto: Hamb. Priv. B., Abt. Barmb., u. PSch: 29070, ✆ No 3777, Heitmannstr. 4, ✉ 22 <box>898 751 1196 809</box>
directory-entry: — Franz, Lehrer, Malzweg 1, ✉ 25 <box>258 1816 459 1831</box>
directory-entry: — J., Arbtr., Ortrudstr. 28, ✉ 22 <box>258 685 441 700</box>
